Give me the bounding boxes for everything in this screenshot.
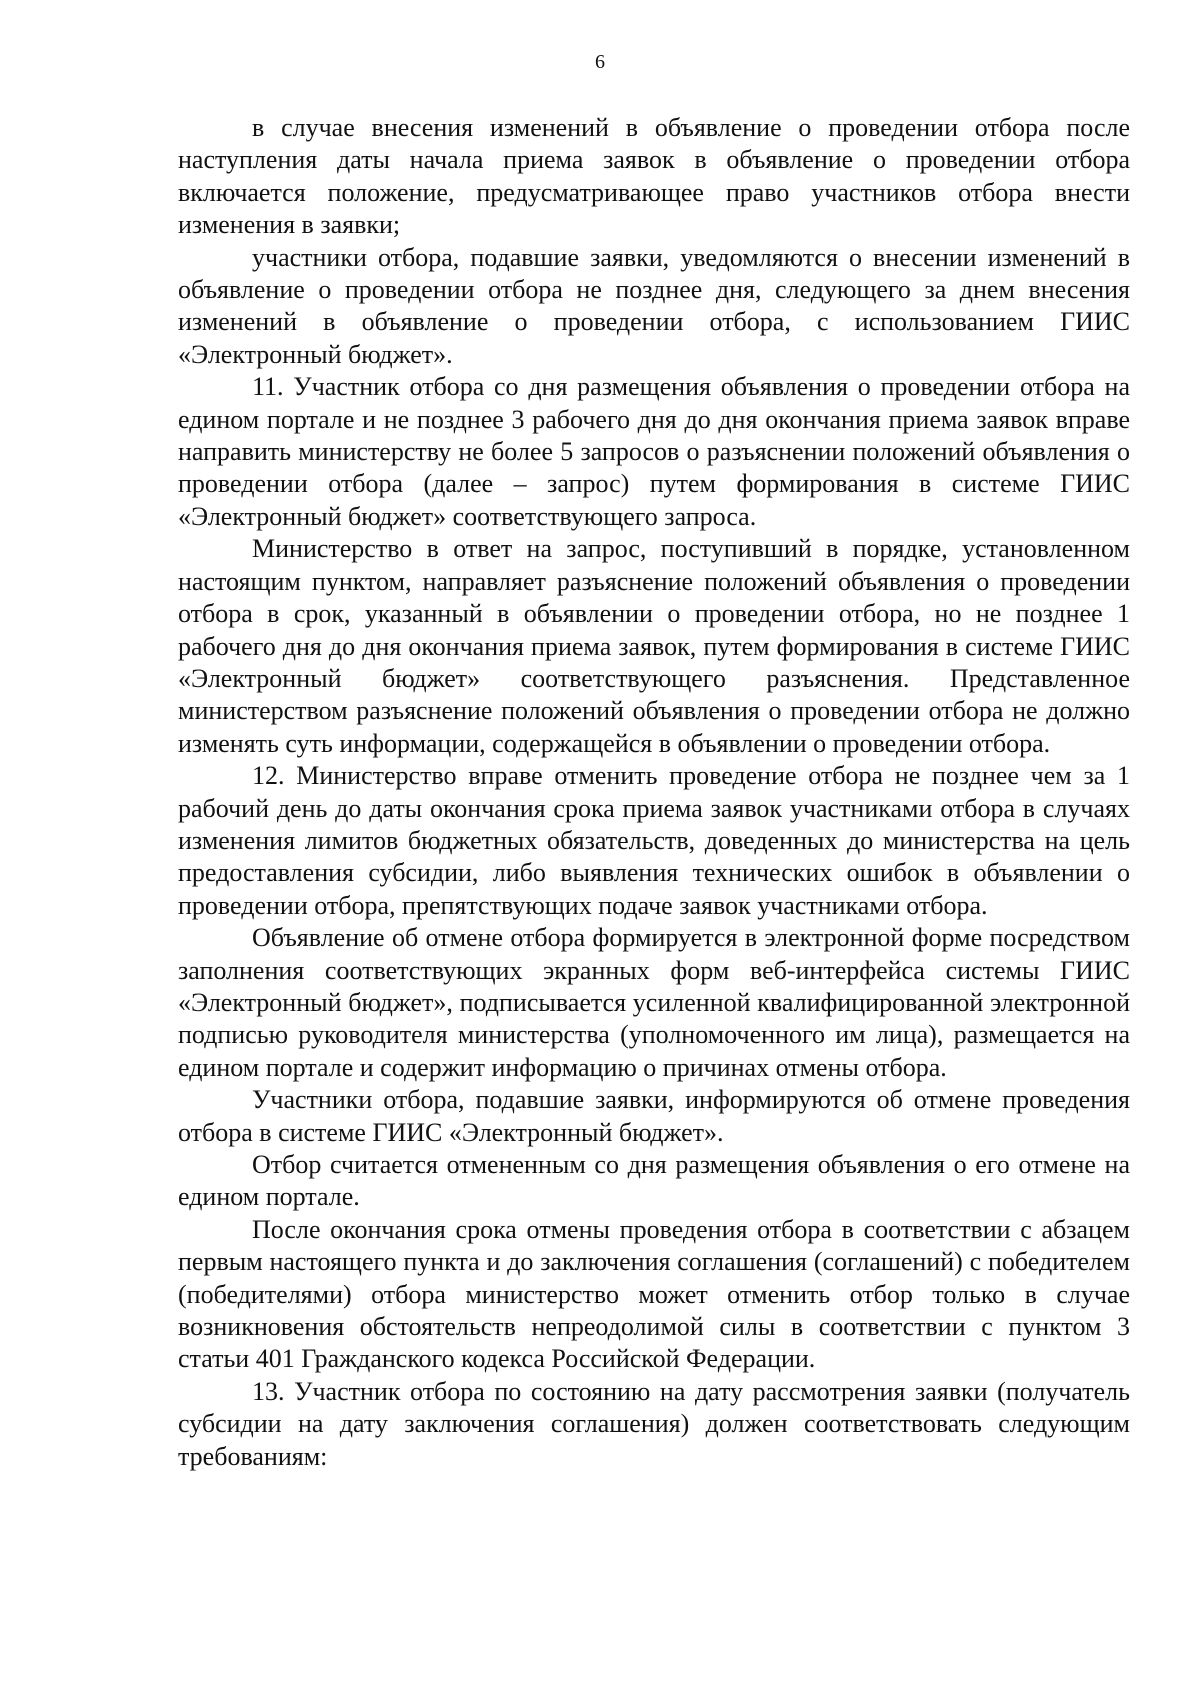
paragraph: 12. Министерство вправе отменить проведение отбора не позднее чем за 1 рабочий день до даты окончания срока приема заявок участниками отбора в случаях изменения лимитов бюджетных обязательств, доведенных до министерства на цель предоставления субсидии, либо выявления технических ошибок в объявлении о проведении отбора, препятствующих подаче заявок участниками отбора. bbox=[178, 761, 1130, 920]
paragraph: в случае внесения изменений в объявление о проведении отбора после наступления даты начала приема заявок в объявление о проведении отбора включается положение, предусматривающее право участников отбора внести изменения в заявки; bbox=[178, 113, 1130, 240]
document-body bbox=[178, 112, 1130, 1473]
page-number: 6 bbox=[595, 51, 605, 73]
paragraph: Участники отбора, подавшие заявки, информируются об отмене проведения отбора в системе ГИИС «Электронный бюджет». bbox=[178, 1085, 1130, 1147]
paragraph: Отбор считается отмененным со дня размещения объявления о его отмене на едином портале. bbox=[178, 1150, 1130, 1212]
paragraph: Министерство в ответ на запрос, поступивший в порядке, установленном настоящим пунктом, направляет разъяснение положений объявления о проведении отбора в срок, указанный в объявлении о проведении отбора, но не позднее 1 рабочего дня до дня окончания приема заявок, путем формирования в системе ГИИС «Электронный бюджет» соответствующего разъяснения. Представленное министерством разъяснение положений объявления о проведении отбора не должно изменять суть информации, содержащейся в объявлении о проведении отбора. bbox=[178, 534, 1130, 758]
paragraph: 11. Участник отбора со дня размещения объявления о проведении отбора на едином портале и не позднее 3 рабочего дня до дня окончания приема заявок вправе направить министерству не более 5 запросов о разъяснении положений объявления о проведении отбора (далее – запрос) путем формирования в системе ГИИС «Электронный бюджет» соответствующего запроса. bbox=[178, 372, 1130, 531]
paragraph: Объявление об отмене отбора формируется в электронной форме посредством заполнения соответствующих экранных форм веб-интерфейса системы ГИИС «Электронный бюджет», подписывается усиленной квалифицированной электронной подписью руководителя министерства (уполномоченного им лица), размещается на едином портале и содержит информацию о причинах отмены отбора. bbox=[178, 923, 1130, 1082]
paragraph: участники отбора, подавшие заявки, уведомляются о внесении изменений в объявление о проведении отбора не позднее дня, следующего за днем внесения изменений в объявление о проведении отбора, с использованием ГИИС «Электронный бюджет». bbox=[178, 242, 1130, 369]
paragraph: После окончания срока отмены проведения отбора в соответствии с абзацем первым настоящего пункта и до заключения соглашения (соглашений) с победителем (победителями) отбора министерство может отменить отбор только в случае возникновения обстоятельств непреодолимой силы в соответствии с пунктом 3 статьи 401 Гражданского кодекса Российской Федерации. bbox=[178, 1214, 1130, 1374]
paragraph: 13. Участник отбора по состоянию на дату рассмотрения заявки (получатель субсидии на дату заключения соглашения) должен соответствовать следующим требованиям: bbox=[178, 1376, 1130, 1471]
